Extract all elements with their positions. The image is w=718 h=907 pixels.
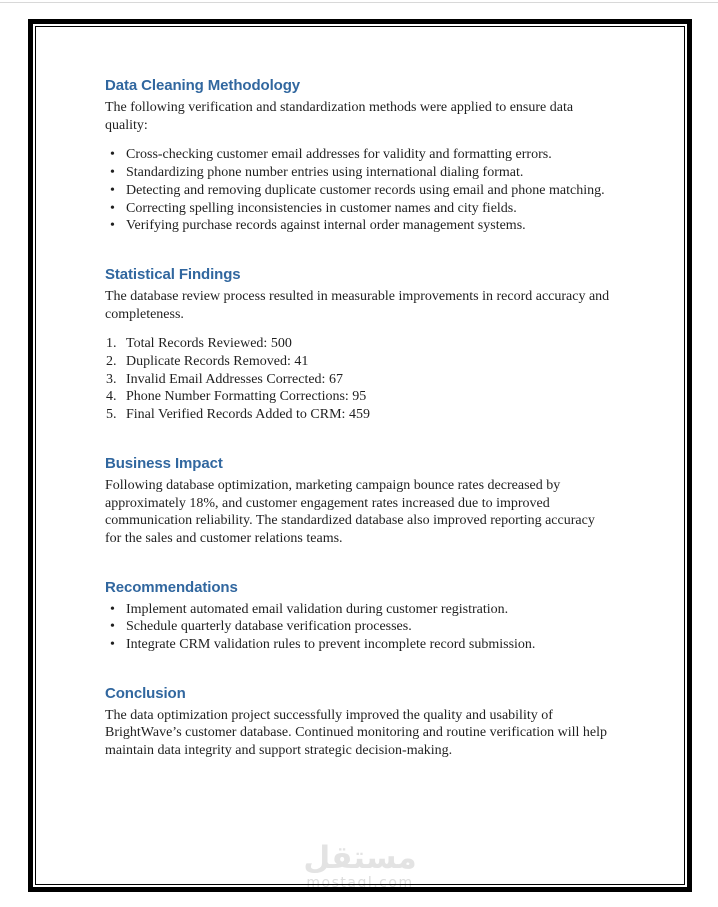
numbered-item: Total Records Reviewed: 500 <box>126 336 292 352</box>
section-statistical-findings <box>105 266 614 424</box>
section-paragraph: The following verification and standardization methods were applied to ensure data quality: <box>105 100 574 133</box>
section-data-cleaning-methodology <box>105 77 614 235</box>
numbered-item: Phone Number Formatting Corrections: 95 <box>126 389 367 405</box>
section-heading: Recommendations <box>105 578 238 596</box>
section-recommendations <box>105 579 614 654</box>
section-paragraph: The data optimization project successfully improved the quality and usability of BrightWave’s customer database. Continued monitoring and routine verification will help maintain data integrity and support strategic decision-making. <box>105 707 607 759</box>
bullet-item: • Schedule quarterly database verification processes. <box>105 618 611 636</box>
section-heading: Statistical Findings <box>105 265 241 283</box>
section-heading: Conclusion <box>105 684 186 702</box>
section-business-impact <box>105 455 614 548</box>
numbered-item: Invalid Email Addresses Corrected: 67 <box>126 371 343 387</box>
document-page <box>28 19 692 892</box>
top-divider-line <box>0 2 718 3</box>
document-body <box>36 27 684 884</box>
bullet-item: • Detecting and removing duplicate customer records using email and phone matching. <box>105 182 611 200</box>
section-conclusion <box>105 685 614 760</box>
bullet-item: • Implement automated email validation during customer registration. <box>105 601 611 619</box>
section-paragraph: Following database optimization, marketing campaign bounce rates decreased by approximately 18%, and customer engagement rates increased due to improved communication reliability. The standardized database also improved reporting accuracy for the sales and customer relations teams. <box>105 477 595 546</box>
bullet-item: • Integrate CRM validation rules to prevent incomplete record submission. <box>105 636 611 654</box>
numbered-item: Final Verified Records Added to CRM: 459 <box>126 407 370 423</box>
numbered-list <box>105 335 611 424</box>
bullet-item: • Standardizing phone number entries using international dialing format. <box>105 164 611 182</box>
bullet-item: • Cross-checking customer email addresses for validity and formatting errors. <box>105 146 611 164</box>
section-heading: Data Cleaning Methodology <box>105 77 301 94</box>
bullet-item: • Verifying purchase records against internal order management systems. <box>105 217 611 235</box>
bullet-list <box>105 146 611 235</box>
numbered-item: Duplicate Records Removed: 41 <box>126 354 309 370</box>
section-heading: Business Impact <box>105 454 223 472</box>
bullet-list <box>105 601 611 654</box>
mostaql-arabic-logo: مستقل <box>303 840 417 876</box>
mostaql-domain-text: mostaql.com <box>306 875 414 891</box>
section-paragraph: The database review process resulted in measurable improvements in record accuracy and completeness. <box>105 288 610 322</box>
bullet-item: • Correcting spelling inconsistencies in customer names and city fields. <box>105 200 611 218</box>
